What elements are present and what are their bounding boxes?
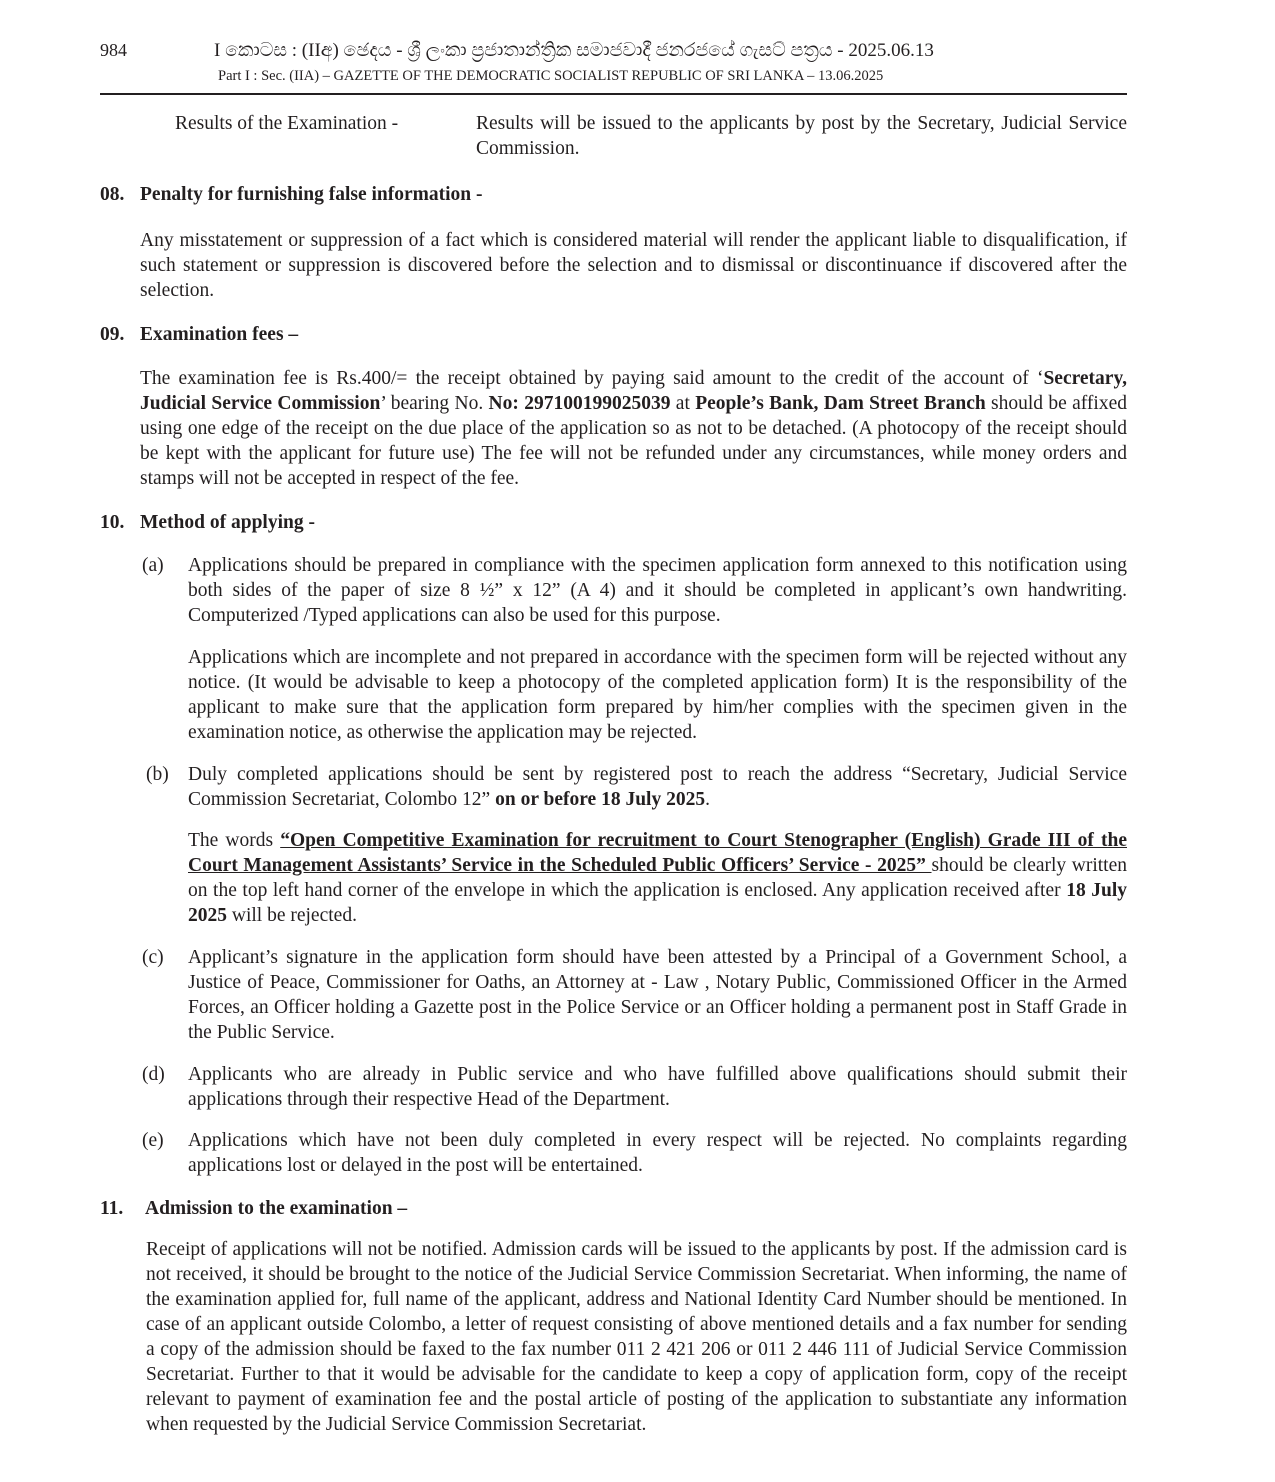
item-b-paragraph-1: Duly completed applications should be sent by registered post to reach the address “Secretary, Judicial Service Commission Secretariat, Colombo 12” on or before 18 July 2025. bbox=[188, 764, 1127, 810]
deadline: on or before 18 July 2025 bbox=[495, 789, 706, 810]
item-d-text: Applicants who are already in Public service and who have fulfilled above qualifications should submit their applications through their respective Head of the Department. bbox=[188, 1064, 1127, 1110]
envelope-title: “Open Competitive Examination for recruitment to Court Stenographer (English) Grade III of the Court Management Assistants’ Service in the Scheduled Public Officers’ Service - 2025” bbox=[188, 830, 1127, 876]
item-d-label: (d) bbox=[142, 1064, 165, 1085]
section-08-body: Any misstatement or suppression of a fact which is considered material will render the applicant liable to disqualification, if such statement or suppression is discovered before the selection and to dismissal or discontinuance if discovered after the selection. bbox=[140, 230, 1127, 301]
section-09-number: 09. bbox=[100, 324, 125, 345]
deadline-2: 18 July 2025 bbox=[188, 880, 1128, 926]
item-a-paragraph-2: Applications which are incomplete and not prepared in accordance with the specimen form will be rejected without any notice. (It would be advisable to keep a photocopy of the completed application form) It is the responsibility of the applicant to make sure that the application form prepared by him/her complies with the specimen given in the examination notice, as otherwise the application may be rejected. bbox=[188, 647, 1127, 743]
item-b-label: (b) bbox=[146, 764, 169, 785]
english-header: Part I : Sec. (IIA) – GAZETTE OF THE DEMOCRATIC SOCIALIST REPUBLIC OF SRI LANKA – 13.06.2025 bbox=[218, 68, 884, 84]
sinhala-header: I කොටස : (IIඅ) ඡෙදය - ශ්‍රී ලංකා ප්‍රජාතාන්ත්‍රික සමාජවාදී ජනරජයේ ගැසට් පත්‍රය - 2025.06.13 bbox=[214, 40, 934, 61]
section-11-title: Admission to the examination – bbox=[145, 1198, 408, 1219]
page-number: 984 bbox=[100, 40, 127, 60]
item-b-paragraph-2: The words “Open Competitive Examination for recruitment to Court Stenographer (English) Grade III of the Court Management Assistants’ Service in the Scheduled Public Officers’ Service - 2025” should be clearly written on the top left hand corner of the envelope in which the application is enclosed. Any application received after 18 July 2025 will be rejected. bbox=[188, 830, 1128, 926]
account-name: Secretary, Judicial Service Commission bbox=[140, 368, 1127, 414]
header-rule bbox=[100, 93, 1127, 95]
section-08-number: 08. bbox=[100, 184, 125, 205]
section-08-title: Penalty for furnishing false information - bbox=[140, 184, 483, 205]
bank-branch: People’s Bank, Dam Street Branch bbox=[695, 393, 986, 414]
section-09-title: Examination fees – bbox=[140, 324, 299, 345]
item-a-label: (a) bbox=[142, 555, 164, 576]
item-a-paragraph-1: Applications should be prepared in compliance with the specimen application form annexed to this notification using both sides of the paper of size 8 ½” x 12” (A 4) and it should be completed in applicant’s own handwriting. Computerized /Typed applications can also be used for this purpose. bbox=[188, 555, 1127, 626]
results-label: Results of the Examination - bbox=[175, 113, 399, 134]
item-c-text: Applicant’s signature in the application form should have been attested by a Principal of a Government School, a Justice of Peace, Commissioner for Oaths, an Attorney at - Law , Notary Public, Commissioned Officer in the Armed Forces, an Officer holding a Gazette post in the Police Service or an Officer holding a permanent post in Staff Grade in the Public Service. bbox=[188, 947, 1127, 1043]
results-text: Results will be issued to the applicants by post by the Secretary, Judicial Service Commission. bbox=[476, 113, 1127, 159]
section-11-body: Receipt of applications will not be notified. Admission cards will be issued to the applicants by post. If the admission card is not received, it should be brought to the notice of the Judicial Service Commission Secretariat. When informing, the name of the examination applied for, full name of the applicant, address and National Identity Card Number should be mentioned. In case of an applicant outside Colombo, a letter of request consisting of above mentioned details and a fax number for sending a copy of the admission should be faxed to the fax number 011 2 421 206 or 011 2 446 111 of Judicial Service Commission Secretariat. Further to that it would be advisable for the candidate to keep a copy of application form, copy of the receipt relevant to payment of examination fee and the postal article of posting of the application to substantiate any information when requested by the Judicial Service Commission Secretariat. bbox=[146, 1239, 1127, 1435]
item-c-label: (c) bbox=[142, 947, 164, 968]
section-11-number: 11. bbox=[100, 1198, 124, 1219]
item-e-label: (e) bbox=[142, 1130, 164, 1151]
section-09-body: The examination fee is Rs.400/= the receipt obtained by paying said amount to the credit of the account of ‘Secretary, Judicial Service Commission’ bearing No. No: 297100199025039 at People’s Bank, Dam Street Branch should be affixed using one edge of the receipt on the due place of the application so as not to be detached. (A photocopy of the receipt should be kept with the applicant for future use) The fee will not be refunded under any circumstances, while money orders and stamps will not be accepted in respect of the fee. bbox=[140, 368, 1127, 489]
section-10-title: Method of applying - bbox=[140, 512, 315, 533]
account-number: No: 297100199025039 bbox=[488, 393, 671, 414]
section-10-number: 10. bbox=[100, 512, 125, 533]
item-e-text: Applications which have not been duly completed in every respect will be rejected. No complaints regarding applications lost or delayed in the post will be entertained. bbox=[188, 1130, 1127, 1176]
